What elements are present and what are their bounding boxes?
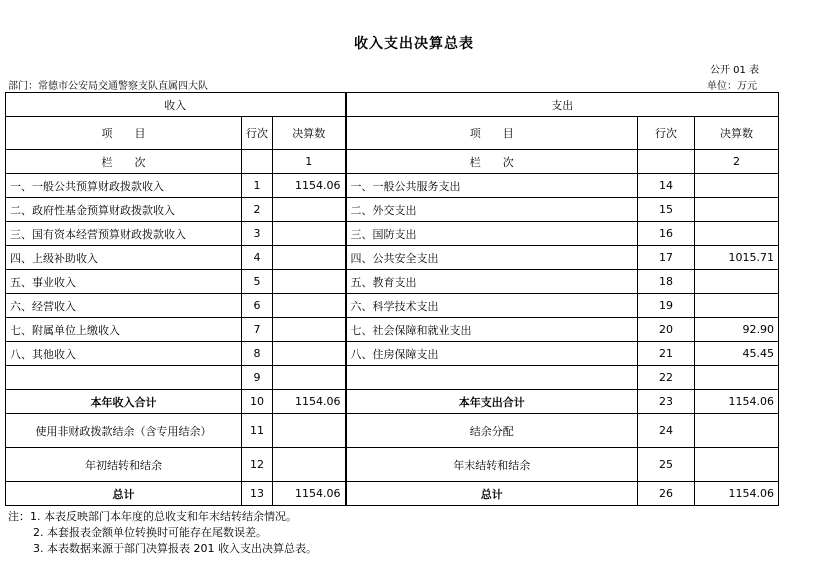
expense-total-amount: 1154.06 — [695, 390, 779, 414]
table-row — [6, 198, 779, 222]
income-item: 一、一般公共预算财政拨款收入 — [6, 174, 242, 198]
income-col-rowno — [242, 150, 273, 174]
section-income-header: 收入 — [6, 93, 346, 117]
expense-row-number: 19 — [638, 294, 695, 318]
income-item — [6, 366, 242, 390]
income-amount — [273, 342, 346, 366]
expense-row-number: 15 — [638, 198, 695, 222]
total-row — [6, 448, 779, 482]
income-col-label: 栏 次 — [6, 150, 242, 174]
income-row-number: 6 — [242, 294, 273, 318]
expense-total-label: 本年支出合计 — [346, 390, 638, 414]
expense-row-number: 21 — [638, 342, 695, 366]
income-item: 八、其他收入 — [6, 342, 242, 366]
income-amount — [273, 366, 346, 390]
expense-total-amount: 1154.06 — [695, 482, 779, 506]
expense-row-number: 22 — [638, 366, 695, 390]
expense-item: 一、一般公共服务支出 — [346, 174, 638, 198]
income-item: 三、国有资本经营预算财政拨款收入 — [6, 222, 242, 246]
expense-row-number: 20 — [638, 318, 695, 342]
expense-amount — [695, 198, 779, 222]
expense-item: 二、外交支出 — [346, 198, 638, 222]
income-total-amount: 1154.06 — [273, 482, 346, 506]
expense-amount-header: 决算数 — [695, 117, 779, 150]
income-item: 二、政府性基金预算财政拨款收入 — [6, 198, 242, 222]
table-row — [6, 270, 779, 294]
income-col-number: 1 — [273, 150, 346, 174]
expense-item: 四、公共安全支出 — [346, 246, 638, 270]
income-total-label: 使用非财政拨款结余（含专用结余） — [6, 414, 242, 448]
report-title: 收入支出决算总表 — [354, 36, 474, 52]
income-row-number: 10 — [242, 390, 273, 414]
expense-amount: 92.90 — [695, 318, 779, 342]
income-total-label: 本年收入合计 — [6, 390, 242, 414]
income-amount-header: 决算数 — [273, 117, 346, 150]
table-row — [6, 246, 779, 270]
income-item: 四、上级补助收入 — [6, 246, 242, 270]
expense-col-number: 2 — [695, 150, 779, 174]
expense-item: 八、住房保障支出 — [346, 342, 638, 366]
note-3: 3. 本表数据来源于部门决算报表 201 收入支出决算总表。 — [33, 542, 317, 555]
expense-row-number: 24 — [638, 414, 695, 448]
expense-item: 六、科学技术支出 — [346, 294, 638, 318]
income-row-number: 1 — [242, 174, 273, 198]
income-amount — [273, 246, 346, 270]
expense-col-label: 栏 次 — [346, 150, 638, 174]
expense-row-number: 17 — [638, 246, 695, 270]
expense-row-number: 14 — [638, 174, 695, 198]
income-amount — [273, 222, 346, 246]
expense-total-amount — [695, 414, 779, 448]
expense-amount — [695, 222, 779, 246]
income-row-number: 8 — [242, 342, 273, 366]
income-row-number: 11 — [242, 414, 273, 448]
expense-row-number: 26 — [638, 482, 695, 506]
expense-row-number: 25 — [638, 448, 695, 482]
total-row — [6, 482, 779, 506]
table-row — [6, 222, 779, 246]
table-row — [6, 318, 779, 342]
income-item-header: 项 目 — [6, 117, 242, 150]
income-row-number: 12 — [242, 448, 273, 482]
expense-col-rowno — [638, 150, 695, 174]
expense-amount — [695, 294, 779, 318]
total-row — [6, 390, 779, 414]
expense-amount: 45.45 — [695, 342, 779, 366]
income-amount — [273, 318, 346, 342]
income-row-number: 4 — [242, 246, 273, 270]
table-row — [6, 342, 779, 366]
expense-amount: 1015.71 — [695, 246, 779, 270]
income-item: 六、经营收入 — [6, 294, 242, 318]
income-row-number: 3 — [242, 222, 273, 246]
expense-item — [346, 366, 638, 390]
expense-amount — [695, 366, 779, 390]
department-label: 部门：常德市公安局交通警察支队直属四大队 — [8, 81, 208, 92]
unit-label: 单位：万元 — [707, 81, 757, 92]
income-row-number: 5 — [242, 270, 273, 294]
expense-row-number: 16 — [638, 222, 695, 246]
table-row — [6, 174, 779, 198]
income-total-amount — [273, 448, 346, 482]
expense-total-label: 总计 — [346, 482, 638, 506]
expense-row-number: 18 — [638, 270, 695, 294]
expense-total-amount — [695, 448, 779, 482]
expense-item-header: 项 目 — [346, 117, 638, 150]
note-1: 注：1. 本表反映部门本年度的总收支和年末结转结余情况。 — [8, 510, 297, 523]
expense-item: 七、社会保障和就业支出 — [346, 318, 638, 342]
form-number: 公开 01 表 — [710, 65, 760, 76]
table-row — [6, 366, 779, 390]
expense-row-number: 23 — [638, 390, 695, 414]
income-item: 五、事业收入 — [6, 270, 242, 294]
income-total-label: 总计 — [6, 482, 242, 506]
income-row-number: 9 — [242, 366, 273, 390]
income-item: 七、附属单位上缴收入 — [6, 318, 242, 342]
income-amount — [273, 198, 346, 222]
income-total-amount — [273, 414, 346, 448]
income-total-amount: 1154.06 — [273, 390, 346, 414]
income-amount — [273, 270, 346, 294]
note-2: 2. 本套报表金额单位转换时可能存在尾数误差。 — [33, 526, 267, 539]
expense-total-label: 年末结转和结余 — [346, 448, 638, 482]
income-amount — [273, 294, 346, 318]
income-row-number: 7 — [242, 318, 273, 342]
total-row — [6, 414, 779, 448]
income-rowno-header: 行次 — [242, 117, 273, 150]
expense-amount — [695, 174, 779, 198]
expense-amount — [695, 270, 779, 294]
income-total-label: 年初结转和结余 — [6, 448, 242, 482]
income-row-number: 13 — [242, 482, 273, 506]
notes — [8, 509, 317, 557]
income-expense-table — [5, 92, 779, 506]
expense-item: 三、国防支出 — [346, 222, 638, 246]
income-amount: 1154.06 — [273, 174, 346, 198]
section-expense-header: 支出 — [346, 93, 779, 117]
income-row-number: 2 — [242, 198, 273, 222]
expense-item: 五、教育支出 — [346, 270, 638, 294]
expense-total-label: 结余分配 — [346, 414, 638, 448]
expense-rowno-header: 行次 — [638, 117, 695, 150]
table-row — [6, 294, 779, 318]
